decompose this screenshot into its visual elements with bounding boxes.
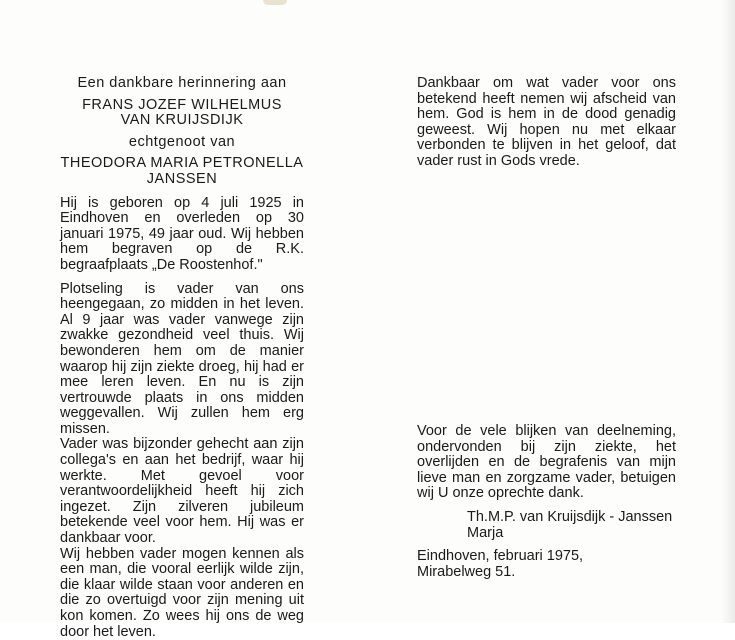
paper-mark [263,0,287,5]
spouse-name-line2: JANSSEN [146,170,218,187]
signature-line2: Marja [467,524,504,541]
deceased-name-line1: FRANS JOZEF WILHELMUS [82,96,282,113]
deceased-name-line2: VAN KRUIJSDIJK [120,112,244,129]
birth-death-paragraph: Hij is geboren op 4 juli 1925 in Eindhoven en overleden op 30 januari 1975, 49 jaar oud. Wij hebben hem begraven op de R.K. begraafplaats „De Roostenhof." [60,194,304,273]
right-column-top [417,76,676,170]
paper-edge-shadow [721,0,735,623]
memorial-paragraph-1: Plotseling is vader van ons heengegaan, zo midden in het leven. Al 9 jaar was vader vanwege zijn zwakke gezondheid veel thuis. Wij bewonderen hem om de manier waarop hij zijn ziekte droeg, hij had er mee leren leven. En nu is zijn vertrouwde plaats in ons midden weggevallen. Wij zullen hem erg missen. [60,280,304,437]
place-date: Eindhoven, februari 1975, [417,548,584,565]
memorial-paragraph-2: Vader was bijzonder gehecht aan zijn collega's en aan het bedrijf, waar hij werkte. Met gevoel voor verantwoordelijkheid heeft hij zich ingezet. Zijn zilveren jubileum betekende veel voor hem. Hij was er dankbaar voor. [60,436,304,547]
spouse-name-line1: THEODORA MARIA PETRONELLA [60,155,304,172]
intro-text: Een dankbare herinnering aan [77,75,287,91]
memorial-paragraph-3: Wij hebben vader mogen kennen als een man, die vooral eerlijk wilde zijn, die klaar wilde staan voor anderen en die zo overtuigd voor zijn mening uit kon komen. Zo wees hij ons de weg door het leven. [60,545,304,640]
spouse-intro: echtgenoot van [128,133,236,150]
left-column [60,76,304,640]
right-column-bottom [417,424,676,580]
address: Mirabelweg 51. [417,563,516,580]
farewell-paragraph: Dankbaar om wat vader voor ons betekend heeft nemen wij afscheid van hem. God is hem in de dood genadig geweest. Wij hopen nu met elkaar verbonden te blijven in het geloof, dat vader rust in Gods vrede. [417,75,676,169]
signature-line1: Th.M.P. van Kruijsdijk - Janssen [467,508,673,525]
thanks-paragraph: Voor de vele blijken van deelneming, ondervonden bij zijn ziekte, het overlijden en de begrafenis van mijn lieve man en zorgzame vader, betuigen wij U onze oprechte dank. [417,423,676,502]
